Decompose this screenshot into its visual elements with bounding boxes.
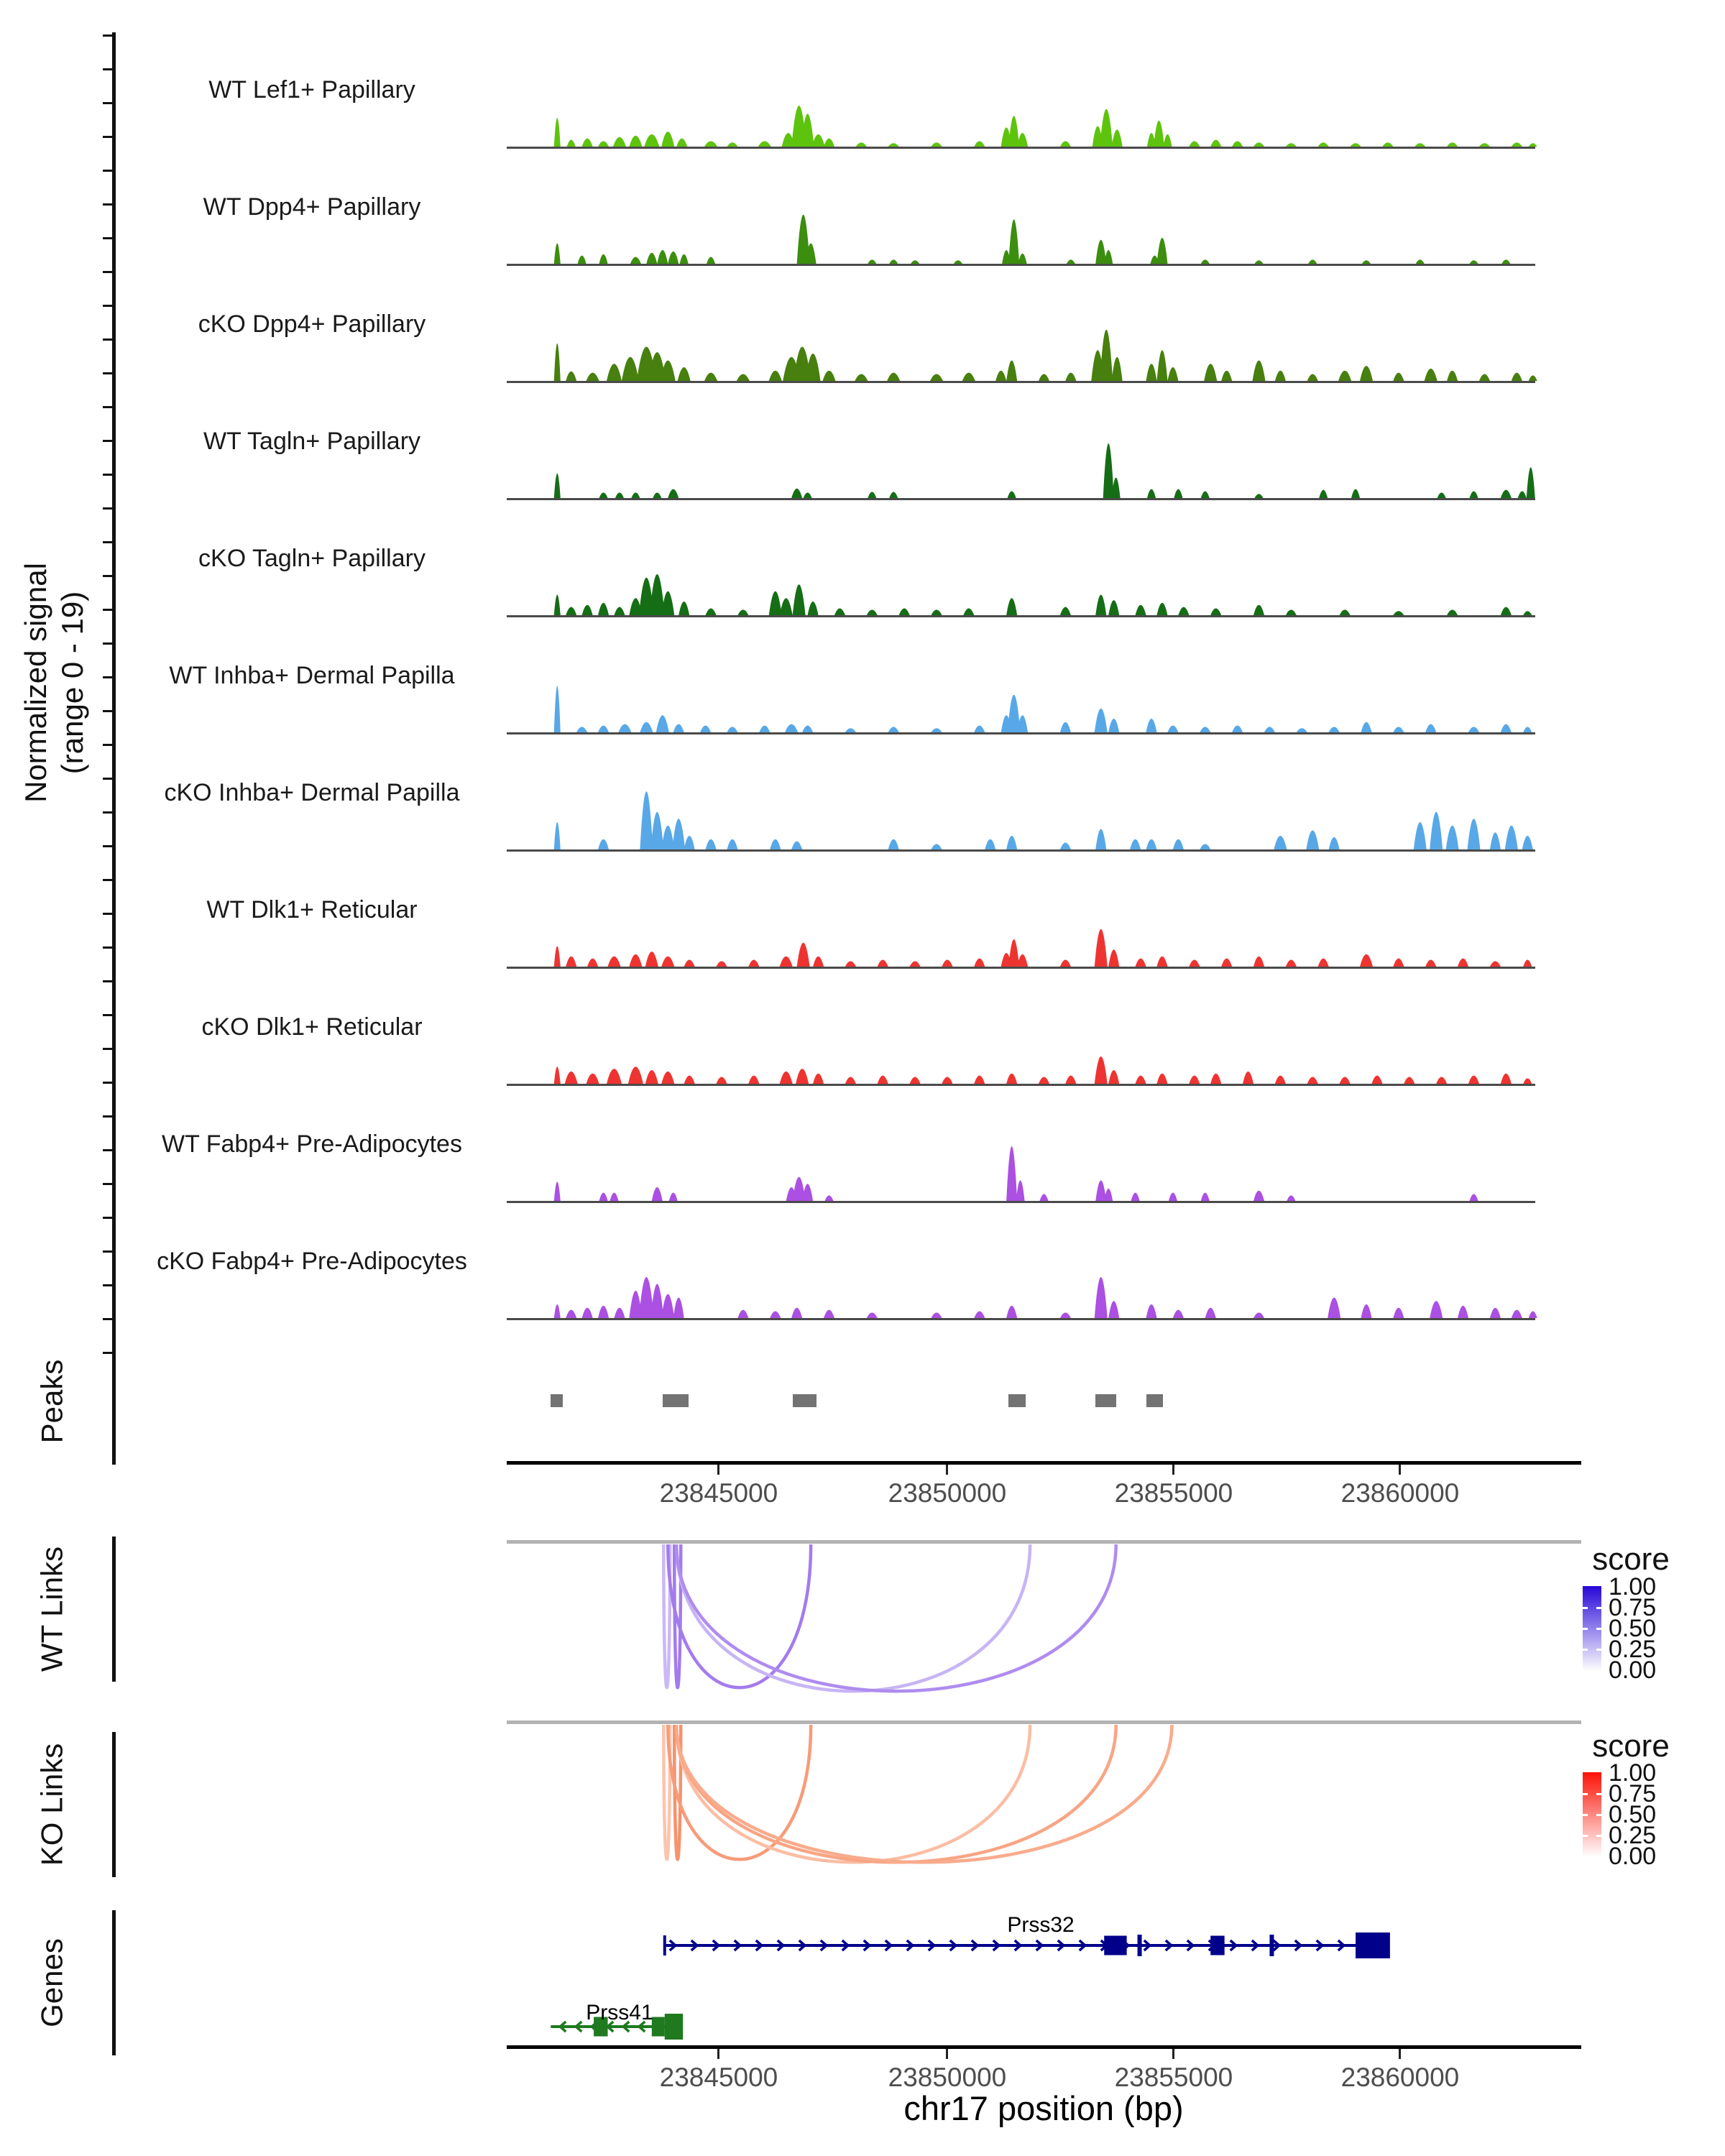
exon-box: [1210, 1936, 1224, 1955]
legend-notch: [1596, 1835, 1601, 1837]
y-axis-tick: [103, 946, 113, 949]
y-axis-tick: [103, 811, 113, 814]
signal-track-5: [507, 547, 1581, 615]
exon-box: [1104, 1936, 1126, 1955]
axis-tick-label: 23855000: [1114, 2063, 1233, 2092]
peak-interval: [663, 1394, 689, 1407]
signal-track-9: [507, 1015, 1581, 1084]
y-axis-tick: [103, 1048, 113, 1050]
exon-box: [1269, 1935, 1274, 1956]
track-baseline: [507, 615, 1535, 617]
peak-interval: [1008, 1394, 1026, 1407]
signal-area: [507, 791, 1581, 849]
peak-interval: [1146, 1394, 1164, 1407]
axis-tick: [946, 2049, 948, 2059]
track-label: WT Fabp4+ Pre-Adipocytes: [162, 1130, 462, 1158]
signal-area: [507, 106, 1581, 147]
y-axis-title-line1: Normalized signal: [18, 563, 52, 803]
x-axis-title: chr17 position (bp): [903, 2089, 1184, 2127]
track-label: cKO Dpp4+ Papillary: [198, 310, 426, 338]
track-label: WT Dpp4+ Papillary: [203, 193, 421, 221]
axis-line: [507, 2045, 1581, 2049]
axis-tick: [1399, 2049, 1401, 2059]
legend-label: 0.75: [1609, 1594, 1657, 1621]
y-axis-tick: [103, 845, 113, 847]
signal-track-1: [507, 78, 1581, 147]
wt-links-arcs: [507, 1544, 1581, 1696]
legend-label: 0.00: [1609, 1843, 1657, 1870]
axis-tick: [1172, 1465, 1174, 1475]
track-label: WT Lef1+ Papillary: [208, 76, 415, 103]
y-axis-tick: [103, 170, 113, 172]
legend-notch: [1583, 1835, 1588, 1837]
track-baseline: [507, 147, 1535, 149]
legend-label: 0.25: [1609, 1636, 1657, 1663]
ko-score-gradient-bar: [1583, 1772, 1601, 1857]
wt-score-gradient-bar: [1583, 1586, 1601, 1671]
y-axis-tick: [103, 913, 113, 915]
axis-line: [507, 1461, 1581, 1465]
y-axis-title: [17, 563, 91, 803]
link-arc: [676, 1544, 1030, 1691]
genes-bracket: [112, 1910, 116, 2055]
y-axis-tick: [103, 676, 113, 678]
exon-box: [652, 2017, 665, 2037]
ko-score-legend-title: score: [1592, 1728, 1670, 1764]
axis-tick-label: 23850000: [888, 2063, 1007, 2092]
y-axis-tick: [103, 541, 113, 543]
gene-label-prss41: Prss41: [586, 2001, 653, 2024]
link-arc: [676, 1725, 1030, 1862]
track-baseline: [507, 732, 1535, 734]
y-axis-tick: [103, 1250, 113, 1253]
track-baseline: [507, 381, 1535, 383]
y-axis-tick: [103, 1217, 113, 1219]
link-arc: [676, 1544, 1116, 1691]
signal-track-4: [507, 430, 1581, 498]
track-baseline: [507, 849, 1535, 852]
legend-notch: [1583, 1814, 1588, 1816]
signal-track-2: [507, 195, 1581, 264]
y-axis-tick: [103, 102, 113, 104]
track-baseline: [507, 264, 1535, 266]
genes-section-label: Genes: [34, 1938, 69, 2027]
legend-label: 0.75: [1609, 1780, 1657, 1807]
signal-track-8: [507, 898, 1581, 967]
track-label: cKO Dlk1+ Reticular: [201, 1013, 423, 1041]
wt-links-section-label: WT Links: [34, 1546, 69, 1672]
axis-tick: [717, 2049, 719, 2059]
legend-notch: [1596, 1607, 1601, 1609]
legend-notch: [1596, 1628, 1601, 1630]
track-label: cKO Inhba+ Dermal Papilla: [164, 779, 460, 806]
y-axis-tick: [103, 642, 113, 645]
y-axis-tick: [103, 980, 113, 982]
legend-notch: [1583, 1649, 1588, 1651]
link-arc: [676, 1725, 1116, 1862]
signal-area: [507, 1277, 1581, 1318]
legend-label: 0.25: [1609, 1822, 1657, 1849]
link-arc: [676, 1725, 1172, 1862]
y-axis-tick: [103, 237, 113, 239]
legend-label: 0.50: [1609, 1615, 1657, 1642]
signal-area: [507, 443, 1581, 498]
y-axis-tick: [103, 609, 113, 611]
link-arc: [668, 1544, 811, 1687]
signal-area: [507, 929, 1581, 967]
y-axis-title-line2: (range 0 - 19): [55, 591, 89, 775]
y-axis-tick: [103, 1183, 113, 1185]
gene-label-prss32: Prss32: [1007, 1913, 1075, 1937]
track-baseline: [507, 967, 1535, 969]
signal-track-10: [507, 1133, 1581, 1201]
legend-label: 1.00: [1609, 1573, 1657, 1600]
y-axis-tick: [103, 136, 113, 138]
peak-interval: [551, 1394, 562, 1407]
y-axis-tick: [103, 271, 113, 273]
signal-area: [507, 686, 1581, 732]
ko-links-bracket: [112, 1732, 116, 1877]
legend-notch: [1596, 1793, 1601, 1795]
track-label: cKO Tagln+ Papillary: [198, 545, 426, 572]
legend-notch: [1583, 1628, 1588, 1630]
axis-tick-label: 23845000: [659, 1478, 778, 1508]
peak-interval: [1095, 1394, 1116, 1407]
track-label: WT Dlk1+ Reticular: [206, 896, 418, 923]
y-axis-tick: [103, 474, 113, 476]
ko-links-section-label: KO Links: [34, 1743, 69, 1866]
y-axis-tick: [103, 1149, 113, 1151]
legend-notch: [1583, 1793, 1588, 1795]
axis-tick-label: 23850000: [888, 1478, 1007, 1508]
legend-label: 0.00: [1609, 1657, 1657, 1684]
axis-tick: [1172, 2049, 1174, 2059]
axis-tick: [946, 1465, 948, 1475]
legend-notch: [1596, 1649, 1601, 1651]
signal-area: [507, 330, 1581, 381]
y-axis-tick: [103, 440, 113, 442]
y-axis-tick: [103, 744, 113, 746]
track-baseline: [507, 1201, 1535, 1203]
signal-area: [507, 1056, 1581, 1084]
y-axis-tick: [103, 338, 113, 341]
legend-notch: [1583, 1607, 1588, 1609]
signal-area: [507, 215, 1581, 264]
signal-track-3: [507, 313, 1581, 381]
axis-tick-label: 23845000: [659, 2063, 778, 2092]
y-axis-tick: [103, 1352, 113, 1354]
track-label: cKO Fabp4+ Pre-Adipocytes: [157, 1248, 467, 1275]
y-axis-tick: [103, 34, 113, 37]
peaks-section-label: Peaks: [34, 1359, 69, 1444]
legend-notch: [1596, 1814, 1601, 1816]
axis-tick: [1399, 1465, 1401, 1475]
y-axis-tick: [103, 1082, 113, 1084]
axis-tick-label: 23860000: [1340, 2063, 1460, 2092]
track-baseline: [507, 498, 1535, 500]
y-axis-tick: [103, 879, 113, 881]
gene-end-tick: [663, 1935, 666, 1955]
track-baseline: [507, 1318, 1535, 1320]
y-axis-tick: [103, 507, 113, 510]
y-axis-tick: [103, 1115, 113, 1118]
y-axis-tick: [103, 1284, 113, 1286]
exon-box: [1138, 1935, 1142, 1956]
signal-area: [507, 574, 1581, 615]
wt-score-legend-title: score: [1592, 1542, 1670, 1577]
track-label: WT Inhba+ Dermal Papilla: [169, 662, 455, 689]
y-axis-tick: [103, 778, 113, 780]
y-axis-tick: [103, 406, 113, 408]
y-axis-tick: [103, 203, 113, 206]
axis-tick-label: 23855000: [1114, 1478, 1233, 1508]
signal-area: [507, 1146, 1581, 1201]
axis-tick: [717, 1465, 719, 1475]
y-axis-tick: [103, 1318, 113, 1320]
axis-tick-label: 23860000: [1340, 1478, 1460, 1508]
signal-track-6: [507, 664, 1581, 732]
y-axis-tick: [103, 372, 113, 374]
signal-track-7: [507, 781, 1581, 849]
peak-interval: [793, 1394, 816, 1407]
link-arc: [668, 1725, 811, 1859]
y-axis-tick: [103, 305, 113, 307]
y-axis-tick: [103, 575, 113, 577]
track-label: WT Tagln+ Papillary: [203, 428, 421, 455]
legend-label: 1.00: [1609, 1759, 1657, 1787]
exon-box: [1356, 1932, 1390, 1958]
y-axis-tick: [103, 710, 113, 712]
peaks-bracket: [112, 1338, 116, 1465]
track-baseline: [507, 1084, 1535, 1086]
signal-track-11: [507, 1250, 1581, 1318]
ko-links-arcs: [507, 1724, 1581, 1868]
y-axis-tick: [103, 68, 113, 70]
wt-links-bracket: [112, 1537, 116, 1682]
y-axis-tick: [103, 1014, 113, 1016]
exon-box: [665, 2014, 683, 2040]
legend-label: 0.50: [1609, 1801, 1657, 1828]
